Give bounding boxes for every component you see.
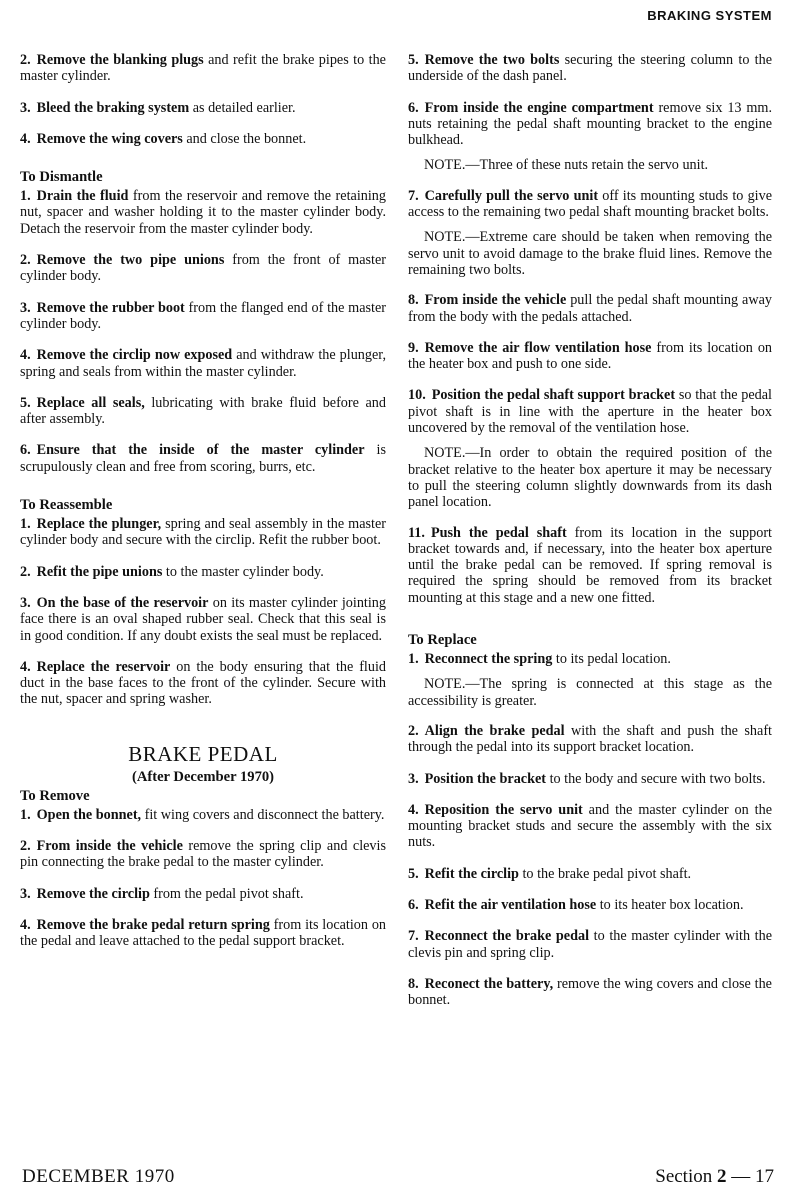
replace-heading: To Replace [408,632,477,649]
step-number: 4. [20,658,31,675]
step-paragraph [20,917,386,950]
step-lead: Remove the blanking plugs [36,52,204,68]
step-paragraph [408,387,772,436]
remove-steps [20,807,386,950]
step-number: 6. [20,442,31,459]
step-lead: Push the pedal shaft [430,524,567,541]
step-number: 11. [408,524,425,541]
step-number: 8. [408,975,419,992]
step-number: 8. [408,292,419,309]
step-paragraph [20,595,386,644]
step-paragraph [20,659,386,708]
note-step-10: NOTE.—In order to obtain the required position of the bracket relative to the heater box aperture it may be necessary to pull the steering column slightly downwards from its dash panel location. [408,445,772,511]
step-paragraph [408,52,772,85]
replace-steps [408,723,772,1009]
step-text: spring and seal assembly in the master cylinder body and secure with the circlip. Refit the rubber boot. [20,516,386,549]
step-paragraph [408,866,772,882]
footer-section-label: Section [655,1166,717,1187]
step-text: remove six 13 mm. nuts retaining the pedal shaft mounting bracket to the engine bulkhead. [408,99,773,149]
dismantle-heading: To Dismantle [20,169,103,186]
section-title: BRAKE PEDAL [128,741,278,766]
step-lead: Remove the rubber boot [36,299,185,316]
step-lead: Remove the two pipe unions [36,252,225,269]
step-text: is scrupulously clean and free from scoring, burrs, etc. [20,442,386,475]
step-text: fit wing covers and disconnect the battery. [141,806,385,823]
step-text: from its location on the heater box and push to one side. [408,339,773,373]
step-number: 1. [408,651,419,668]
step-paragraph [408,525,772,606]
step-text: on its master cylinder jointing face there is an oval shaped rubber seal. Check that this seal is in good condition. If any doubt exists the seal must be replaced. [20,594,386,644]
step-text: and close the bonnet. [182,130,307,147]
step-number: 1. [20,516,31,533]
note-step-7: NOTE.—Extreme care should be taken when removing the servo unit to avoid damage to the brake fluid lines. Remove the remaining two bolts. [408,229,772,278]
step-text: securing the steering column to the underside of the dash panel. [408,52,772,85]
step-text: and refit the brake pipes to the master cylinder. [20,52,386,85]
step-paragraph [408,188,772,221]
step-paragraph [20,252,386,285]
step-text: from the reservoir and remove the retaining nut, spacer and washer holding it to the master cylinder body. Detach the reservoir from the master cylinder body. [20,188,386,237]
footer-section [655,1166,774,1188]
step-number: 3. [20,594,31,611]
step-text: to its heater box location. [596,896,744,913]
reassemble-heading: To Reassemble [20,497,113,514]
step-number: 3. [20,99,31,116]
step-number: 4. [20,347,31,364]
step-number: 10. [408,387,426,404]
step-lead: Remove the brake pedal return spring [36,916,270,933]
step-number: 1. [20,188,31,205]
right-step-7 [408,188,772,221]
step-lead: Reposition the servo unit [424,801,583,818]
step-paragraph [20,131,386,147]
intro-steps [20,52,386,147]
step-number: 1. [20,806,31,823]
step-paragraph [20,52,386,85]
step-number: 2. [20,838,31,855]
step-lead: Reconect the battery, [424,975,554,992]
step-paragraph [20,886,386,902]
replace-step-1 [408,651,772,667]
step-text: from the pedal pivot shaft. [149,885,304,902]
step-paragraph [408,928,772,961]
footer-page-number: — 17 [726,1166,774,1187]
step-paragraph [20,516,386,549]
step-text: pull the pedal shaft mounting away from the body with the pedals attached. [408,292,772,325]
step-paragraph [20,442,386,475]
right-column [408,52,772,1023]
dismantle-steps [20,188,386,475]
step-text: with the shaft and push the shaft through the pedal into its support bracket location. [408,722,772,756]
step-lead: From inside the vehicle [36,838,183,855]
step-paragraph [408,897,772,913]
step-paragraph [20,100,386,116]
step-number: 4. [408,801,419,818]
step-text: on the body ensuring that the fluid duct in the base faces to the front of the cylinder. Secure with the nut, spacer and spring washer. [20,658,386,708]
step-paragraph [20,347,386,380]
step-paragraph [20,838,386,871]
step-lead: Remove the two bolts [424,52,560,68]
step-lead: Position the bracket [424,770,547,787]
left-column [20,52,386,965]
step-number: 5. [408,52,419,68]
step-number: 5. [20,394,31,411]
step-number: 2. [20,563,31,580]
step-paragraph [20,300,386,333]
step-text: lubricating with brake fluid before and after assembly. [20,394,386,428]
right-step-11 [408,525,772,606]
step-number: 7. [408,928,419,945]
step-text: to the master cylinder body. [162,563,324,580]
step-text: to its pedal location. [552,651,671,668]
step-text: so that the pedal pivot shaft is in line with the aperture in the heater box uncovered by the removal of the ventilation hose. [408,387,772,437]
step-number: 6. [408,896,419,913]
step-paragraph [408,100,772,149]
step-number: 7. [408,187,419,204]
step-paragraph [408,340,772,373]
step-text: to the master cylinder with the clevis pin and spring clip. [408,928,773,961]
note-step-6: NOTE.—Three of these nuts retain the servo unit. [424,157,709,174]
step-number: 5. [408,865,419,882]
step-text: and the master cylinder on the mounting bracket studs and secure the assembly with the six nuts. [408,801,772,851]
step-lead: Replace the plunger, [36,516,162,533]
step-lead: On the base of the reservoir [36,594,209,611]
step-text: off its mounting studs to give access to the remaining two pedal shaft mounting bracket bolts. [408,187,772,221]
step-text: to the body and secure with two bolts. [546,770,766,787]
step-paragraph [20,807,386,823]
step-lead: From inside the vehicle [424,292,567,309]
step-lead: Remove the air flow ventilation hose [424,339,652,356]
step-paragraph [20,188,386,237]
step-number: 2. [20,252,31,269]
step-text: from the flanged end of the master cylinder body. [20,299,386,332]
step-lead: Position the pedal shaft support bracket [431,387,676,404]
step-number: 4. [20,130,31,147]
step-lead: Refit the pipe unions [36,563,163,580]
step-paragraph [20,564,386,580]
step-lead: Drain the fluid [36,188,129,205]
running-header: BRAKING SYSTEM [647,8,772,23]
step-number: 9. [408,339,419,356]
step-text: from its location in the support bracket towards and, if necessary, into the heater box aperture until the brake pedal can be removed. If spring removal is required the spring should be removed from its bracket mounting at this stage and a new one fitted. [408,524,772,606]
step-lead: Refit the circlip [424,865,519,882]
step-lead: Remove the circlip [36,885,150,902]
step-paragraph [408,771,772,787]
footer-date: DECEMBER 1970 [22,1166,175,1187]
step-lead: Remove the wing covers [36,130,183,147]
step-text: remove the spring clip and clevis pin connecting the brake pedal to the master cylinder. [20,838,386,871]
reassemble-steps [20,516,386,708]
step-paragraph [408,976,772,1009]
right-steps-b [408,292,772,436]
step-number: 2. [20,52,31,68]
note-replace-1: NOTE.—The spring is connected at this stage as the accessibility is greater. [408,676,772,709]
step-lead: Bleed the braking system [36,99,190,116]
step-lead: Remove the circlip now exposed [36,347,233,364]
step-lead: Align the brake pedal [424,722,565,739]
step-lead: Reconnect the brake pedal [424,928,590,945]
step-text: from its location on the pedal and leave attached to the pedal support bracket. [20,916,387,950]
step-paragraph [408,292,772,325]
footer-section-number: 2 [717,1166,727,1187]
step-number: 4. [20,916,31,933]
remove-heading: To Remove [20,787,90,804]
right-steps-a [408,52,772,148]
step-lead: From inside the engine compartment [424,99,654,116]
step-lead: Replace all seals, [36,394,145,411]
step-lead: Open the bonnet, [36,806,142,823]
step-lead: Reconnect the spring [424,651,553,668]
step-number: 3. [20,885,31,902]
step-paragraph [408,802,772,851]
step-number: 6. [408,99,419,116]
section-subtitle: (After December 1970) [131,768,275,785]
step-number: 3. [20,299,31,316]
step-text: as detailed earlier. [189,99,296,116]
step-number: 2. [408,722,419,739]
step-text: to the brake pedal pivot shaft. [518,865,692,882]
step-number: 3. [408,770,419,787]
step-text: remove the wing covers and close the bonnet. [408,975,772,1009]
step-lead: Refit the air ventilation hose [424,896,597,913]
step-text: from the front of master cylinder body. [20,252,386,285]
step-lead: Replace the reservoir [36,658,171,675]
step-lead: Ensure that the inside of the master cylinder [36,442,365,459]
step-text: and withdraw the plunger, spring and seals from within the master cylinder. [20,347,386,380]
step-paragraph [20,395,386,428]
step-paragraph [408,651,772,667]
step-paragraph [408,723,772,756]
step-lead: Carefully pull the servo unit [424,187,599,204]
